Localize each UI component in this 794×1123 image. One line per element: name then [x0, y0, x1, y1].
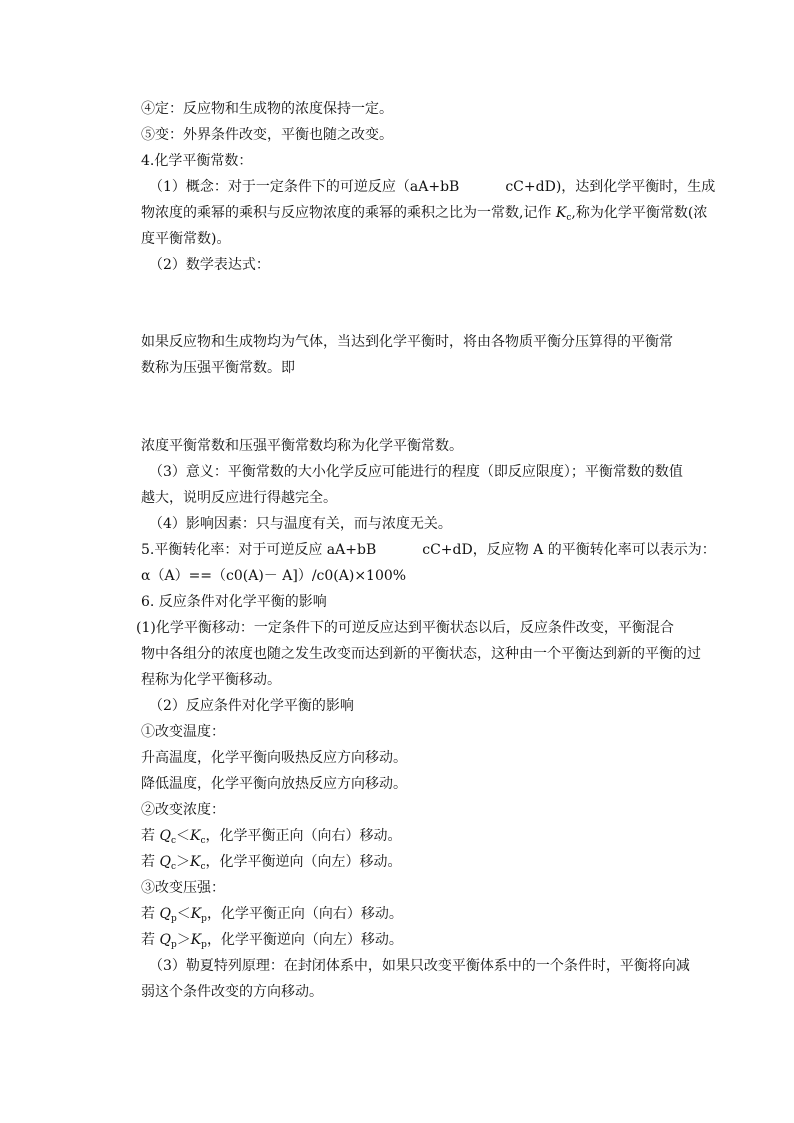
text-run: 若	[141, 854, 160, 870]
text-line: (1)化学平衡移动：一定条件下的可逆反应达到平衡状态以后，反应条件改变，平衡混合	[136, 620, 674, 636]
symbol-K: K	[189, 828, 201, 844]
symbol-K: K	[189, 854, 201, 870]
text-line: （2）数学表达式：	[149, 257, 270, 273]
text-line: 度平衡常数)。	[141, 231, 231, 247]
text-line: 物中各组分的浓度也随之发生改变而达到新的平衡状态，这种由一个平衡达到新的平衡的过	[141, 646, 701, 662]
text-run: cC+dD，反应物 A 的平衡转化率可以表示为：	[422, 542, 716, 558]
text-line: 升高温度，化学平衡向吸热反应方向移动。	[141, 750, 407, 766]
text-line: （3）勒夏特列原理：在封闭体系中，如果只改变平衡体系中的一个条件时，平衡将向减	[149, 958, 690, 974]
subscript: p	[170, 940, 177, 950]
symbol-Q: Q	[159, 906, 171, 922]
text-run: ，化学平衡逆向（向左）移动。	[206, 932, 403, 948]
text-line	[141, 930, 681, 950]
text-run: ,称为化学平衡常数(浓	[571, 205, 708, 221]
text-line: ①改变温度：	[141, 724, 225, 740]
text-run: 若	[141, 906, 160, 922]
subscript: c	[170, 862, 176, 872]
symbol-K: K	[190, 906, 202, 922]
symbol-K: K	[190, 932, 202, 948]
text-line: 数称为压强平衡常数。即	[141, 360, 295, 376]
section-heading: 6. 反应条件对化学平衡的影响	[141, 594, 327, 610]
symbol-K: K	[555, 205, 567, 221]
text-run: （1）概念：对于一定条件下的可逆反应（aA+bB	[149, 179, 460, 195]
text-line	[141, 826, 681, 846]
operator: ＞	[176, 932, 191, 948]
text-run: ，化学平衡正向（向右）移动。	[206, 906, 403, 922]
text-line: 越大，说明反应进行得越完全。	[141, 490, 337, 506]
symbol-Q: Q	[159, 828, 171, 844]
text-line	[149, 177, 716, 197]
text-run: ，化学平衡逆向（向左）移动。	[205, 854, 402, 870]
text-line	[141, 203, 708, 223]
subscript: c	[200, 836, 206, 846]
text-line: 浓度平衡常数和压强平衡常数均称为化学平衡常数。	[141, 438, 463, 454]
text-line: 降低温度，化学平衡向放热反应方向移动。	[141, 776, 407, 792]
text-line: ②改变浓度：	[141, 802, 225, 818]
subscript: p	[170, 914, 177, 924]
text-run: 若	[141, 932, 160, 948]
formula-line: α（A）==（c0(A)－ A]）/c0(A)×100%	[141, 568, 407, 584]
text-line	[141, 852, 681, 872]
text-line: 程称为化学平衡移动。	[141, 672, 281, 688]
symbol-Q: Q	[159, 854, 171, 870]
text-line: （2）反应条件对化学平衡的影响	[149, 698, 354, 714]
text-line	[141, 904, 681, 924]
subscript: c	[200, 862, 206, 872]
subscript: c	[566, 213, 572, 223]
section-heading: 4.化学平衡常数：	[141, 153, 253, 169]
text-line: （3）意义：平衡常数的大小化学反应可能进行的程度（即反应限度）；平衡常数的数值	[149, 464, 683, 480]
subscript: c	[170, 836, 176, 846]
section-heading	[141, 540, 716, 560]
symbol-Q: Q	[159, 932, 171, 948]
operator: ＜	[176, 906, 191, 922]
operator: ＞	[175, 854, 190, 870]
subscript: p	[201, 940, 207, 950]
text-line: 如果反应物和生成物均为气体，当达到化学平衡时，将由各物质平衡分压算得的平衡常	[141, 334, 673, 350]
text-line: ④定：反应物和生成物的浓度保持一定。	[141, 101, 393, 117]
text-run: 若	[141, 828, 160, 844]
text-line: ③改变压强：	[141, 880, 225, 896]
text-run: cC+dD)，达到化学平衡时，生成	[505, 179, 716, 195]
operator: ＜	[175, 828, 190, 844]
text-run: 5.平衡转化率：对于可逆反应 aA+bB	[141, 542, 377, 558]
text-line: ⑤变：外界条件改变，平衡也随之改变。	[141, 127, 393, 143]
text-line: 弱这个条件改变的方向移动。	[141, 984, 323, 1000]
text-run: 物浓度的乘幂的乘积与反应物浓度的乘幂的乘积之比为一常数,记作	[141, 205, 556, 221]
subscript: p	[201, 914, 207, 924]
text-run: ，化学平衡正向（向右）移动。	[205, 828, 402, 844]
text-line: （4）影响因素：只与温度有关，而与浓度无关。	[149, 516, 452, 532]
